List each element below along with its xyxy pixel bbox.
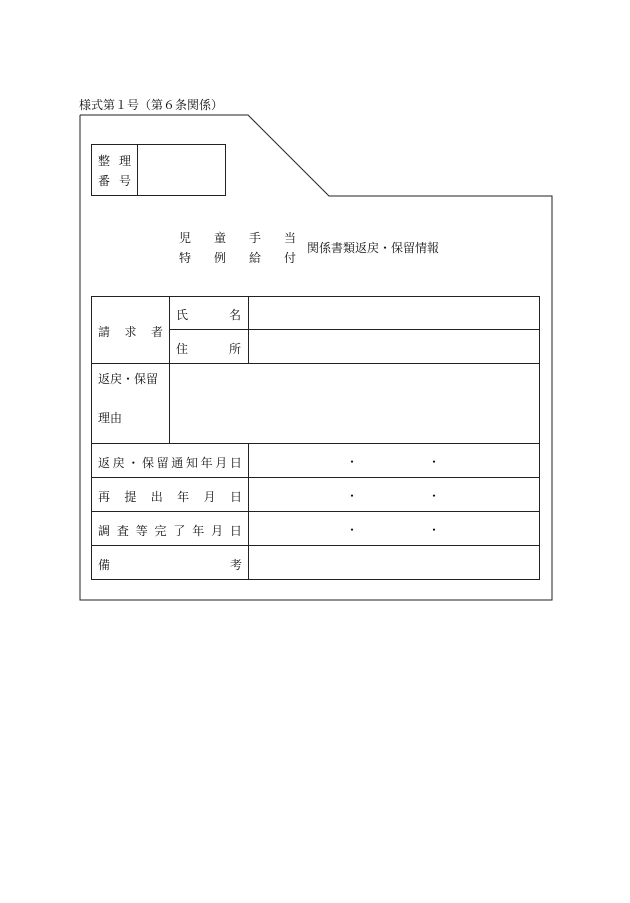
reason-field[interactable] bbox=[170, 364, 539, 443]
title-line-1: 児 童 手 当 bbox=[179, 231, 296, 245]
resubmit-date-label: 再 提 出 年 月 日 bbox=[98, 490, 242, 504]
claimant-label: 請 求 者 bbox=[98, 325, 163, 339]
bangou-label: 番 号 bbox=[98, 174, 131, 188]
title-line-2: 特 例 給 付 bbox=[179, 251, 296, 265]
survey-date-field[interactable] bbox=[249, 512, 539, 545]
reason-label-2: 理由 bbox=[98, 411, 123, 425]
name-label: 氏 名 bbox=[176, 308, 241, 322]
survey-date-label: 調 査 等 完 了 年 月 日 bbox=[98, 524, 242, 538]
address-label: 住 所 bbox=[176, 342, 241, 356]
remarks-field[interactable] bbox=[249, 546, 539, 579]
date-separator: ・ bbox=[428, 489, 441, 503]
notice-date-label: 返 戻 ・ 保 留 通 知 年 月 日 bbox=[98, 456, 242, 470]
notice-date-field[interactable] bbox=[249, 444, 539, 477]
date-separator: ・ bbox=[346, 489, 359, 503]
remarks-label: 備 考 bbox=[98, 558, 242, 572]
reason-label: 返戻・保留 bbox=[98, 372, 159, 386]
date-separator: ・ bbox=[428, 455, 441, 469]
date-separator: ・ bbox=[346, 523, 359, 537]
date-separator: ・ bbox=[346, 455, 359, 469]
address-field[interactable] bbox=[249, 330, 539, 363]
resubmit-date-field[interactable] bbox=[249, 478, 539, 511]
name-field[interactable] bbox=[249, 297, 539, 329]
form-number: 様式第１号（第６条関係） bbox=[79, 98, 224, 112]
title-suffix: 関係書類返戻・保留情報 bbox=[307, 241, 440, 255]
seiri-label: 整 理 bbox=[98, 154, 131, 168]
seiri-number-field[interactable] bbox=[138, 145, 225, 195]
date-separator: ・ bbox=[428, 523, 441, 537]
